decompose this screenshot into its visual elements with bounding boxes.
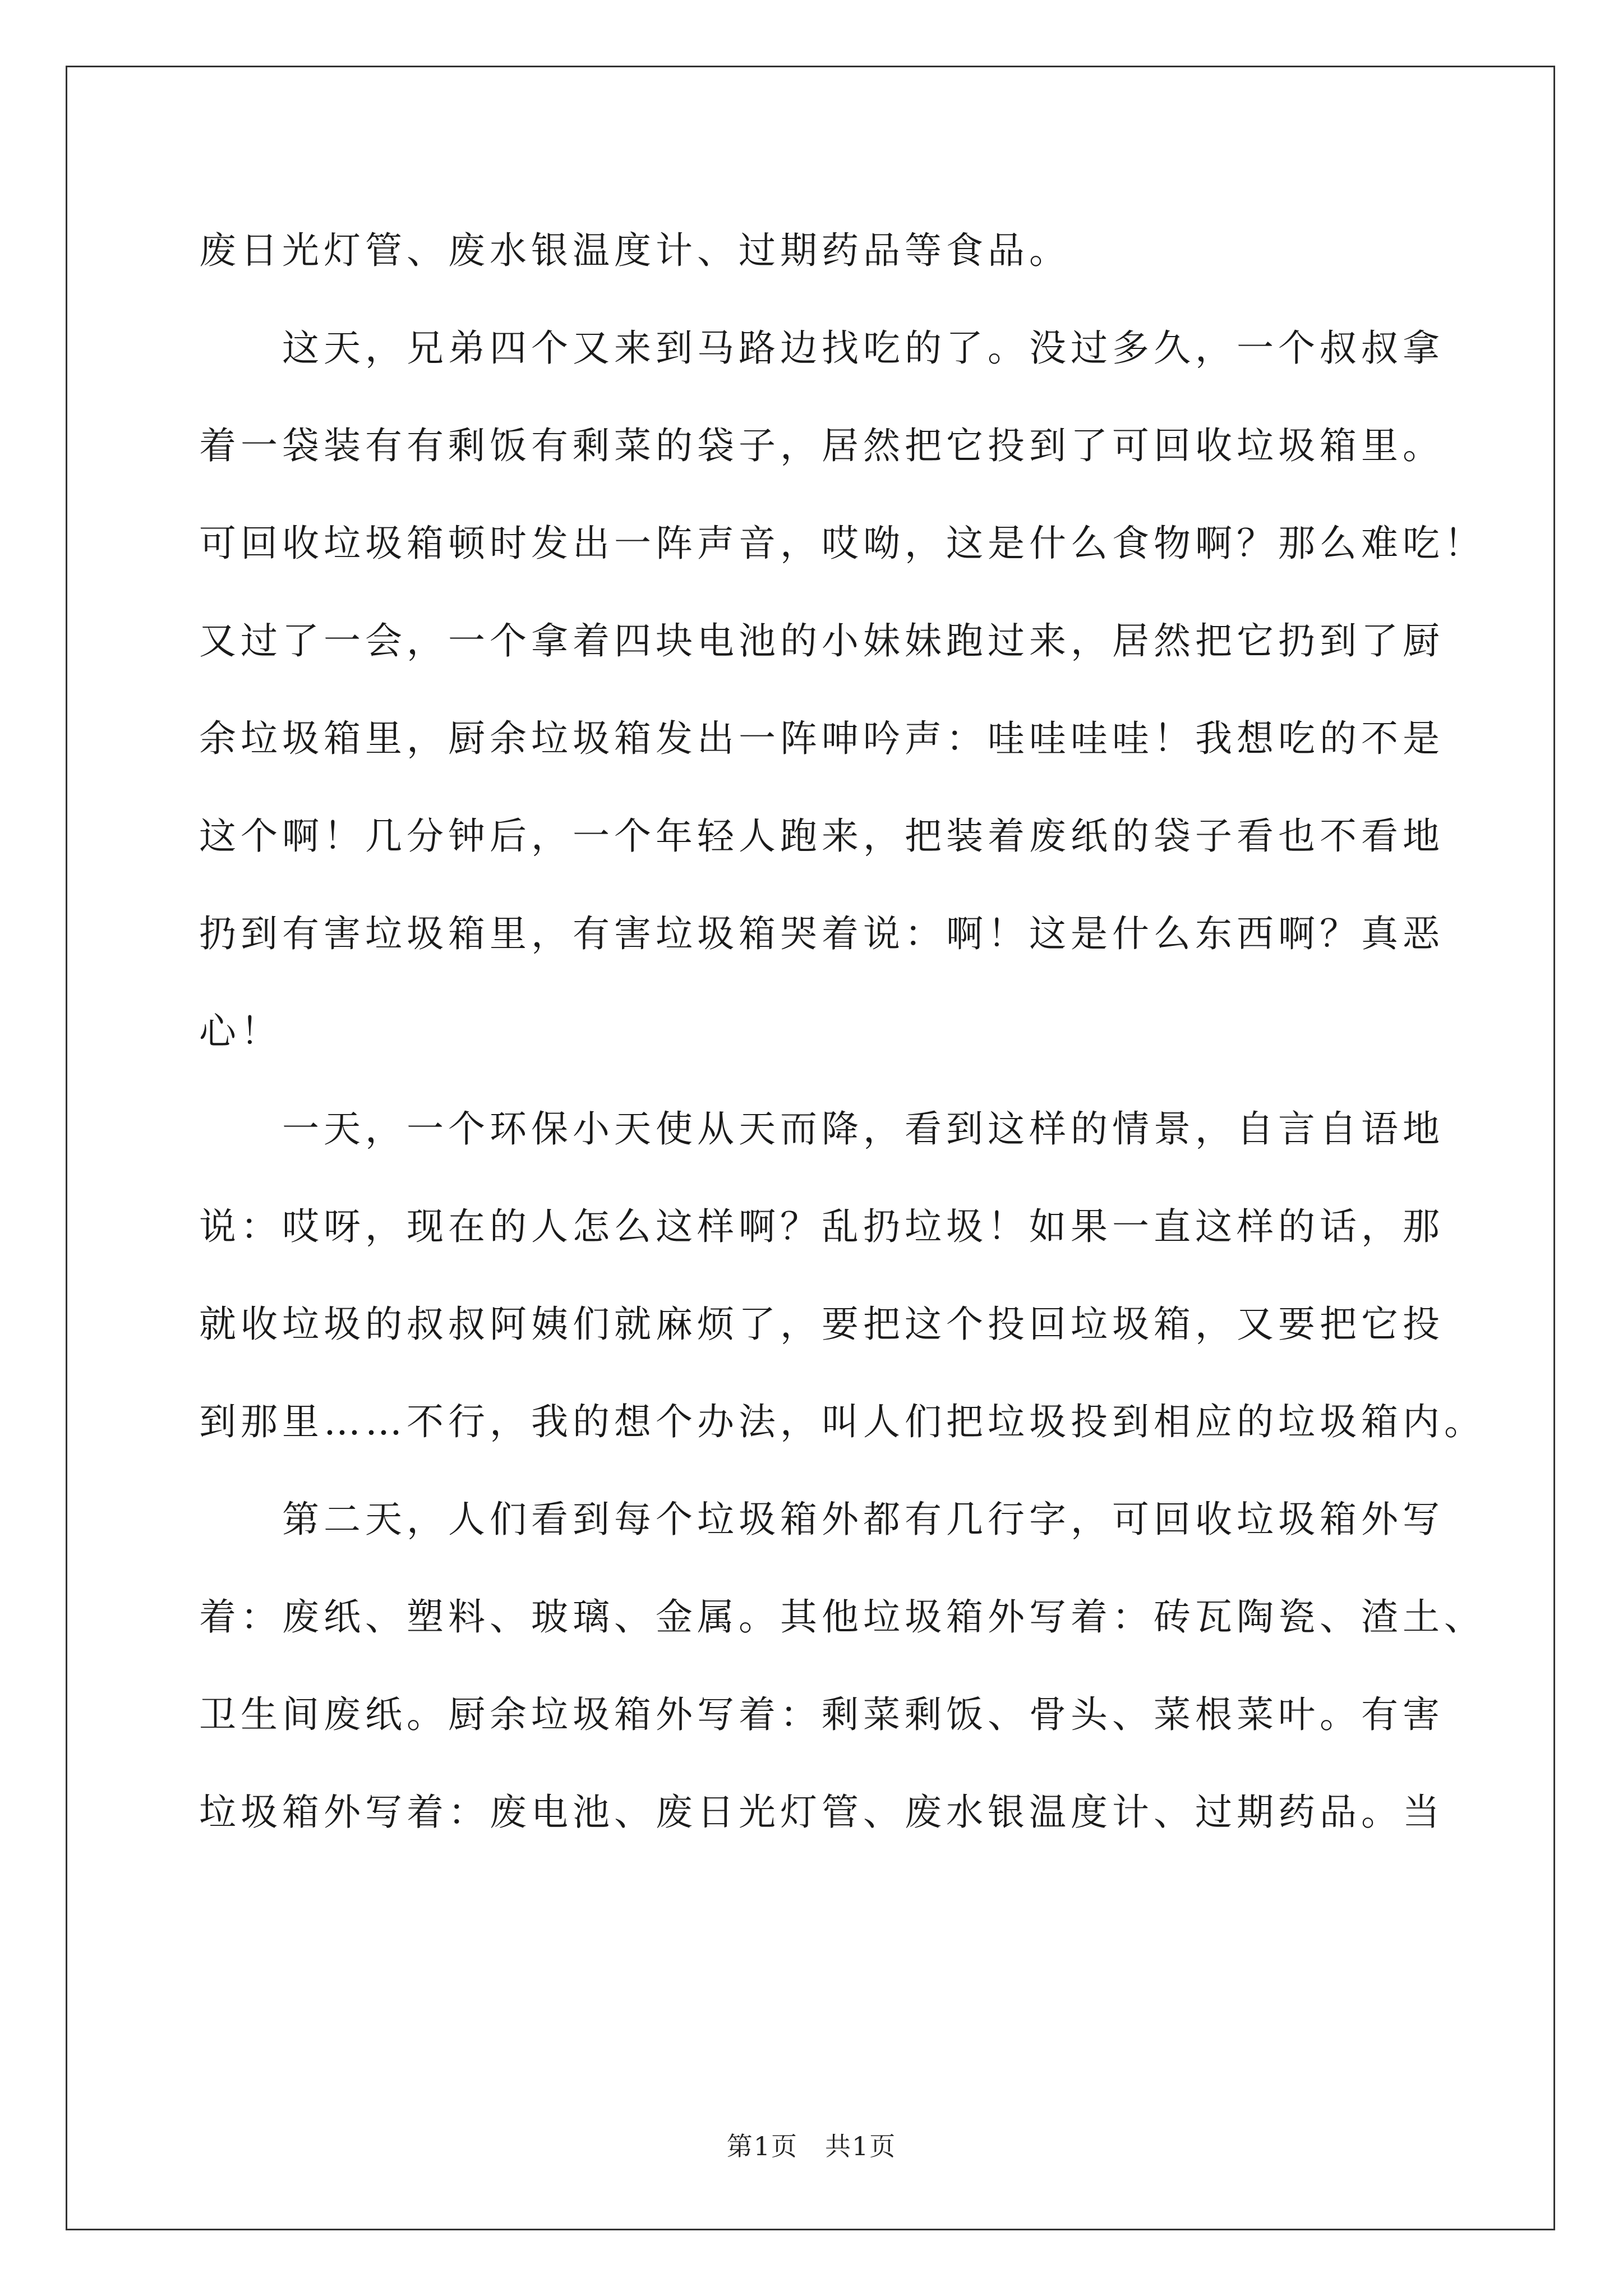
text-line: 扔到有害垃圾箱里，有害垃圾箱哭着说：啊！这是什么东西啊？真恶 xyxy=(199,912,1444,955)
text-line: 说：哎呀，现在的人怎么这样啊？乱扔垃圾！如果一直这样的话，那 xyxy=(199,1205,1444,1248)
text-line: 又过了一会，一个拿着四块电池的小妹妹跑过来，居然把它扔到了厨 xyxy=(199,619,1444,662)
text-line: 第二天，人们看到每个垃圾箱外都有几行字，可回收垃圾箱外写 xyxy=(282,1498,1444,1541)
text-line: 到那里……不行，我的想个办法，叫人们把垃圾投到相应的垃圾箱内。 xyxy=(199,1400,1486,1443)
total-pages-label: 共1页 xyxy=(825,2131,897,2161)
text-line: 垃圾箱外写着：废电池、废日光灯管、废水银温度计、过期药品。当 xyxy=(199,1791,1444,1834)
text-line: 废日光灯管、废水银温度计、过期药品等食品。 xyxy=(199,229,1071,272)
text-line: 就收垃圾的叔叔阿姨们就麻烦了，要把这个投回垃圾箱，又要把它投 xyxy=(199,1303,1444,1346)
text-line: 心！ xyxy=(199,1010,282,1053)
text-line: 着一袋装有有剩饭有剩菜的袋子，居然把它投到了可回收垃圾箱里。 xyxy=(199,424,1444,467)
text-line: 余垃圾箱里，厨余垃圾箱发出一阵呻吟声：哇哇哇哇！我想吃的不是 xyxy=(199,717,1444,760)
text-line: 着：废纸、塑料、玻璃、金属。其他垃圾箱外写着：砖瓦陶瓷、渣土、 xyxy=(199,1595,1486,1639)
text-line: 这个啊！几分钟后，一个年轻人跑来，把装着废纸的袋子看也不看地 xyxy=(199,815,1444,858)
document-body xyxy=(199,202,1486,1861)
text-line: 这天，兄弟四个又来到马路边找吃的了。没过多久，一个叔叔拿 xyxy=(282,326,1444,370)
text-line: 一天，一个环保小天使从天而降，看到这样的情景，自言自语地 xyxy=(282,1107,1444,1151)
page-footer xyxy=(0,2126,1623,2163)
current-page-label: 第1页 xyxy=(726,2131,798,2161)
text-line: 卫生间废纸。厨余垃圾箱外写着：剩菜剩饭、骨头、菜根菜叶。有害 xyxy=(199,1693,1444,1736)
text-line: 可回收垃圾箱顿时发出一阵声音，哎呦，这是什么食物啊？那么难吃！ xyxy=(199,522,1486,565)
